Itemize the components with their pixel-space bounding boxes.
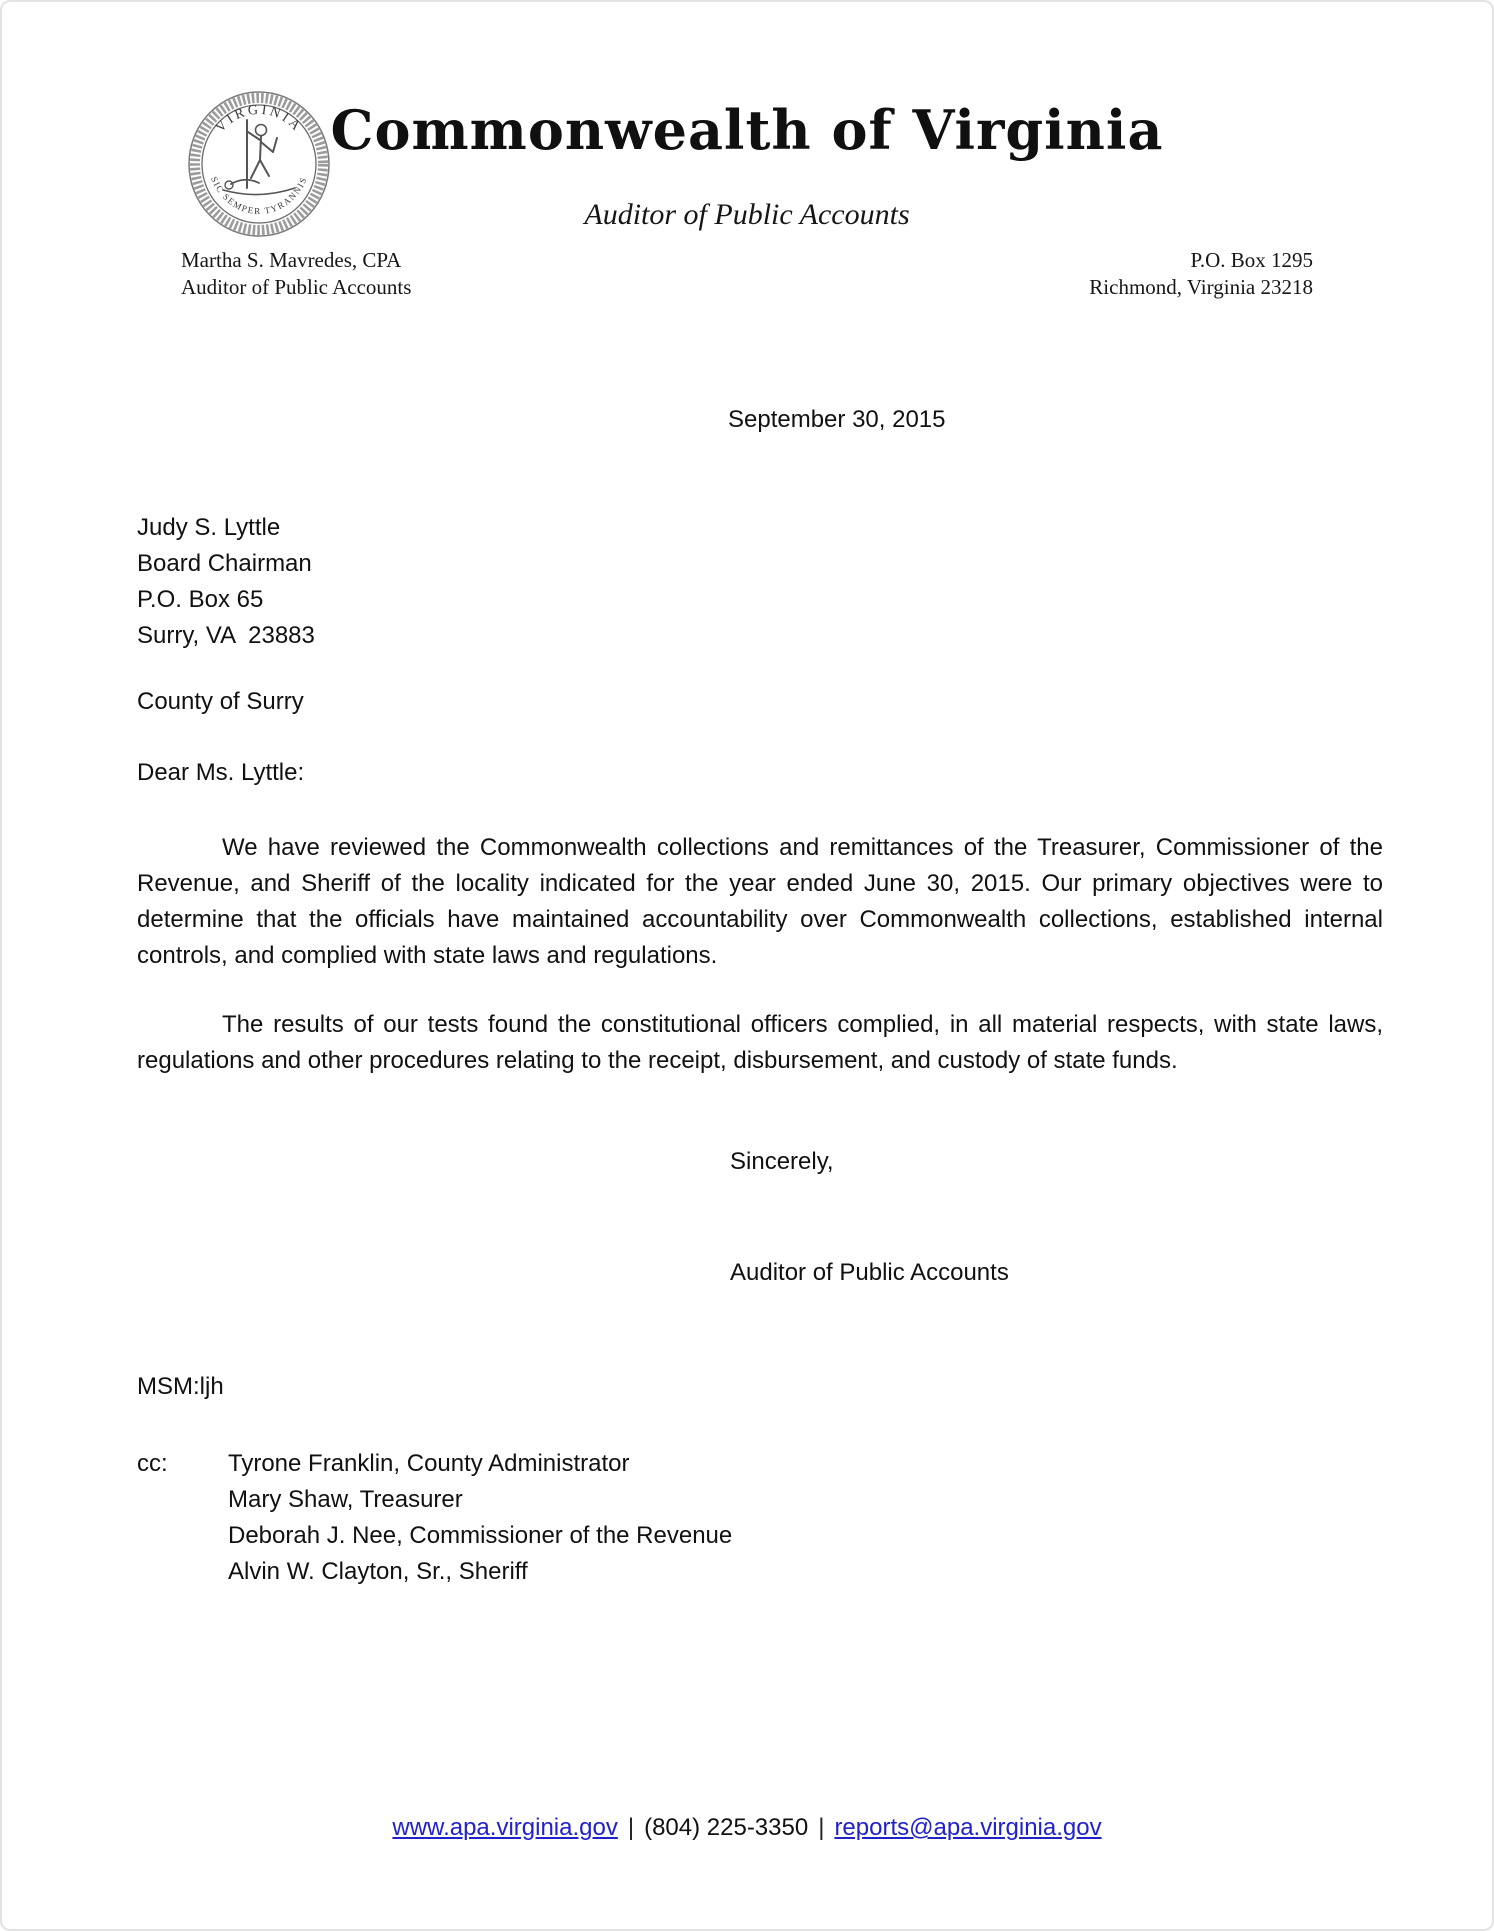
cc-item: Mary Shaw, Treasurer <box>228 1486 463 1513</box>
closing-line: Sincerely, <box>730 1148 834 1175</box>
letterhead-official-block <box>181 247 411 301</box>
salutation-line: Dear Ms. Lyttle: <box>137 759 305 786</box>
footer <box>2 1814 1492 1842</box>
cc-item: Alvin W. Clayton, Sr., Sheriff <box>228 1558 528 1585</box>
signer-title-line: Auditor of Public Accounts <box>730 1259 1009 1286</box>
email-link[interactable]: reports@apa.virginia.gov <box>834 1814 1102 1841</box>
website-link[interactable]: www.apa.virginia.gov <box>392 1814 618 1841</box>
locality-line: County of Surry <box>137 688 304 715</box>
cc-item: Tyrone Franklin, County Administrator <box>228 1450 630 1477</box>
letterhead-subtitle: Auditor of Public Accounts <box>584 198 910 231</box>
official-title: Auditor of Public Accounts <box>181 275 412 299</box>
seal-top-text: VIRGINIA <box>213 102 305 136</box>
cc-block <box>137 1446 732 1590</box>
recipient-city-zip: Surry, VA 23883 <box>137 622 315 649</box>
recipient-title: Board Chairman <box>137 550 312 577</box>
recipient-block <box>137 510 315 654</box>
cc-item: Deborah J. Nee, Commissioner of the Revenue <box>228 1522 733 1549</box>
address-po-box: P.O. Box 1295 <box>1190 248 1313 272</box>
official-name: Martha S. Mavredes, CPA <box>181 248 402 272</box>
phone-number: (804) 225-3350 <box>644 1814 809 1841</box>
recipient-po-box: P.O. Box 65 <box>137 586 264 613</box>
address-city: Richmond, Virginia 23218 <box>1089 275 1313 299</box>
body-paragraph-2: The results of our tests found the constitutional officers complied, in all material respects, with state laws, regulations and other procedures relating to the receipt, disbursement, and custody of state funds. <box>137 1011 1383 1074</box>
reference-initials: MSM:ljh <box>137 1373 224 1400</box>
footer-separator: | <box>818 1814 825 1841</box>
body-paragraph-1: We have reviewed the Commonwealth collections and remittances of the Treasurer, Commissioner of the Revenue, and Sheriff of the locality indicated for the year ended June 30, 2015. Our primary objectives were to determine that the officials have maintained accountability over Commonwealth collections, established internal controls, and complied with state laws and regulations. <box>137 834 1383 969</box>
footer-separator: | <box>627 1814 635 1841</box>
letter-date: September 30, 2015 <box>728 406 946 433</box>
seal-bottom-text: SIC SEMPER TYRANNIS <box>209 174 309 217</box>
recipient-name: Judy S. Lyttle <box>137 514 281 541</box>
cc-list <box>228 1446 732 1590</box>
cc-label: cc: <box>137 1450 168 1477</box>
letterhead-address-block <box>1089 247 1313 301</box>
letterhead-title: Commonwealth of Virginia <box>330 98 1164 162</box>
